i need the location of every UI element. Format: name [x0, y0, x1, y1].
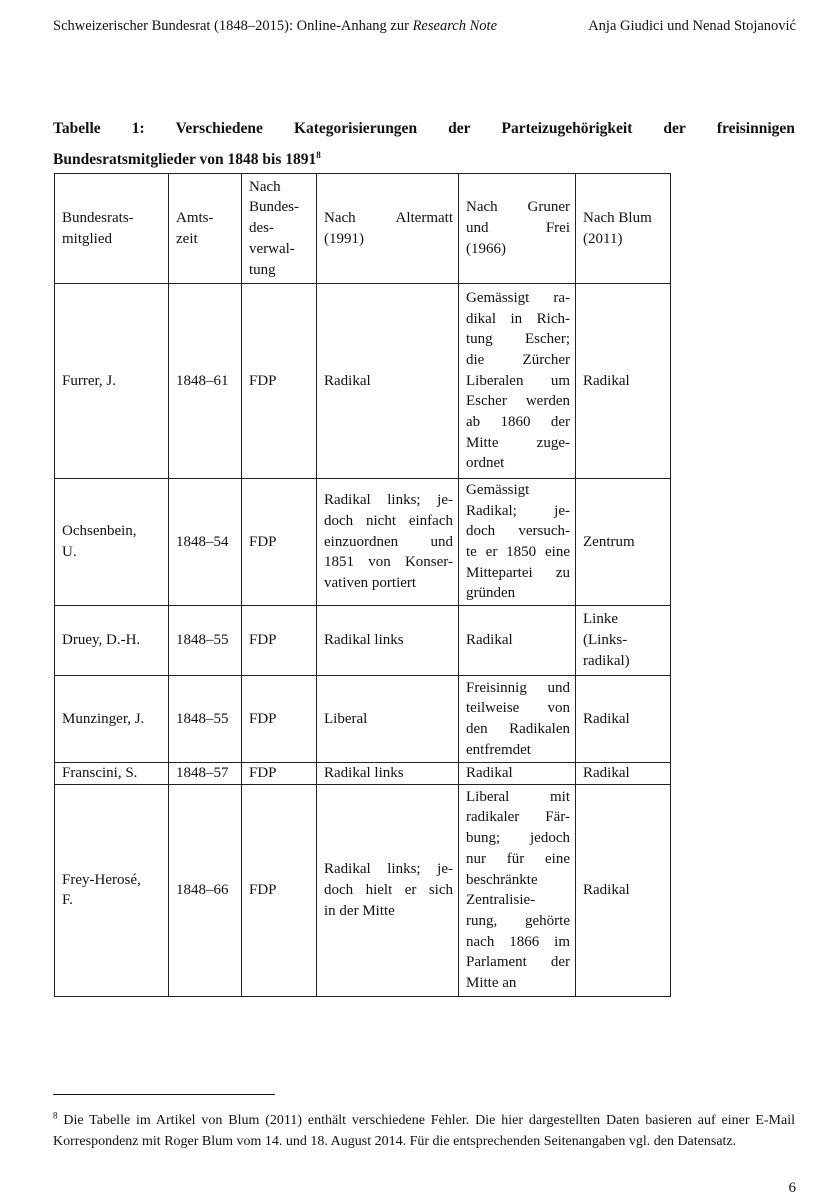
cell-line: Radikal links [324, 765, 404, 781]
cell-altermatt [317, 479, 459, 606]
cell-line: Gemässigt [466, 481, 530, 498]
cell-name [55, 479, 169, 606]
cell-gruner [459, 479, 576, 606]
footnote [53, 1111, 795, 1152]
header-line: Amts- [176, 209, 214, 226]
caption-word: der [663, 120, 686, 137]
cell-line: Zentrum [583, 533, 635, 550]
cell-blum [576, 784, 671, 996]
cell-line: den Radikalen [466, 721, 570, 737]
cell-line: 1851 von Konser- [324, 554, 453, 571]
cell-name [55, 284, 169, 479]
cell-line: Ochsenbein, [62, 523, 137, 540]
cell-line: Radikal [583, 881, 630, 898]
header-line: verwal- [249, 240, 295, 257]
cell-altermatt [317, 763, 459, 785]
header-line: des- [249, 220, 274, 237]
table-row [55, 284, 671, 479]
cell-line: Radikal [466, 632, 513, 649]
header-line: zeit [176, 230, 198, 247]
table-row [55, 479, 671, 606]
header-line: Bundes- [249, 199, 299, 216]
cell-gruner [459, 606, 576, 676]
caption-word: freisinnigen [716, 120, 795, 137]
cell-line: Radikal links [324, 632, 404, 649]
cell-line: Zentralisie- [466, 892, 536, 909]
cell-line: Freisinnig und [466, 679, 570, 696]
table-caption-line-1 [53, 113, 795, 144]
cell-blum [576, 606, 671, 676]
header-cell [317, 174, 459, 284]
cell-line: dikal in Rich- [466, 310, 570, 327]
caption-word: Verschiedene [175, 120, 263, 137]
cell-line: vativen portiert [324, 575, 417, 592]
cell-term: 1848–57 [169, 763, 242, 785]
running-header-authors: Anja Giudici und Nenad Stojanović [588, 18, 796, 34]
running-header-title-text: Schweizerischer Bundesrat (1848–2015): Online-Anhang zur [53, 18, 413, 34]
caption-word: der [448, 120, 471, 137]
cell-line: Munzinger, J. [62, 710, 145, 727]
cell-line: ordnet [466, 455, 505, 472]
cell-term: 1848–55 [169, 676, 242, 763]
cell-line: tung Escher; [466, 331, 570, 348]
cell-line: radikal) [583, 652, 630, 669]
cell-term: 1848–66 [169, 784, 242, 996]
cell-line: Mittepartei zu [466, 564, 570, 581]
table-row [55, 763, 671, 785]
cell-line: doch nicht einfach [324, 512, 453, 529]
caption-word: Parteizugehörigkeit [501, 120, 633, 137]
table-caption-line-2 [53, 144, 795, 175]
header-line: und Frei [466, 220, 570, 237]
cell-line: ab 1860 der [466, 414, 570, 431]
cell-name [55, 606, 169, 676]
table-caption [53, 113, 795, 175]
header-line: (1966) [466, 240, 506, 257]
footnote-marker: 8 [53, 1110, 58, 1121]
caption-word: Tabelle [53, 120, 101, 137]
cell-line: Mitte an [466, 975, 517, 992]
cell-line: die Zürcher [466, 351, 570, 368]
page-number: 6 [788, 1180, 796, 1196]
header-line: tung [249, 261, 276, 278]
cell-line: Furrer, J. [62, 372, 116, 389]
cell-line: F. [62, 892, 73, 909]
caption-word: Kategorisierungen [293, 120, 418, 137]
cell-line: Radikal links; je- [324, 492, 453, 509]
footnote-text: Die Tabelle im Artikel von Blum (2011) enthält verschiedene Fehler. Die hier dargestellten Daten basieren auf einer E-Mail Korrespondenz mit Roger Blum vom 14. und 18. August 2014. Für die entsprechenden Seitenangaben vgl. den Datensatz. [53, 1113, 795, 1149]
cell-line: gründen [466, 585, 516, 602]
cell-line: Gemässigt ra- [466, 289, 570, 306]
cell-line: radikaler Fär- [466, 809, 570, 826]
cell-line: teilweise von [466, 700, 570, 717]
cell-term: 1848–61 [169, 284, 242, 479]
caption-line-2-text: Bundesratsmitglieder von 1848 bis 1891 [53, 151, 317, 168]
cell-line: nur für eine [466, 850, 570, 867]
header-cell [55, 174, 169, 284]
cell-admin: FDP [242, 763, 317, 785]
cell-admin: FDP [242, 479, 317, 606]
cell-line: rung, gehörte [466, 912, 570, 929]
header-cell [459, 174, 576, 284]
table-row [55, 784, 671, 996]
cell-line: Liberal mit [466, 788, 570, 805]
caption-word: 1: [131, 120, 145, 137]
table-header-row [55, 174, 671, 284]
cell-gruner [459, 284, 576, 479]
cell-term: 1848–55 [169, 606, 242, 676]
cell-name [55, 784, 169, 996]
cell-altermatt [317, 606, 459, 676]
cell-blum [576, 676, 671, 763]
cell-gruner [459, 676, 576, 763]
table-row [55, 676, 671, 763]
cell-line: entfremdet [466, 741, 531, 758]
header-line: Nach Blum [583, 209, 652, 226]
cell-altermatt [317, 284, 459, 479]
cell-line: Radikal [324, 372, 371, 389]
cell-altermatt [317, 784, 459, 996]
running-header-title-italic: Research Note [412, 18, 498, 34]
cell-blum [576, 479, 671, 606]
cell-term: 1848–54 [169, 479, 242, 606]
header-cell [576, 174, 671, 284]
header-line: (1991) [324, 230, 364, 247]
cell-name [55, 676, 169, 763]
table-row [55, 606, 671, 676]
cell-gruner [459, 763, 576, 785]
cell-admin: FDP [242, 784, 317, 996]
header-line: Nach Altermatt [324, 209, 453, 226]
cell-line: Radikal [583, 372, 630, 389]
header-line: (2011) [583, 230, 623, 247]
cell-line: nach 1866 im [466, 933, 570, 950]
cell-admin: FDP [242, 606, 317, 676]
cell-gruner [459, 784, 576, 996]
cell-line: Radikal [583, 765, 630, 781]
cell-line: Parlament der [466, 954, 570, 971]
cell-line: Linke [583, 611, 618, 628]
cell-blum [576, 284, 671, 479]
cell-line: Liberalen um [466, 372, 570, 389]
cell-line: Liberal [324, 710, 368, 727]
cell-line: Radikal; je- [466, 502, 570, 519]
header-cell [169, 174, 242, 284]
caption-footnote-ref: 8 [316, 149, 321, 160]
cell-line: doch versuch- [466, 523, 570, 540]
header-cell [242, 174, 317, 284]
cell-line: Radikal [583, 710, 630, 727]
cell-line: in der Mitte [324, 902, 395, 919]
cell-line: Escher werden [466, 393, 570, 410]
header-line: mitglied [62, 230, 112, 247]
cell-line: U. [62, 544, 77, 560]
cell-line: Druey, D.-H. [62, 632, 141, 649]
running-header-title [53, 18, 497, 35]
cell-line: bung; jedoch [466, 830, 570, 847]
cell-line: einzuordnen und [324, 533, 453, 550]
header-line: Nach [249, 178, 281, 195]
header-line: Nach Gruner [466, 199, 570, 216]
cell-altermatt [317, 676, 459, 763]
cell-line: Radikal links; je- [324, 861, 453, 878]
cell-line: Frey-Herosé, [62, 871, 141, 888]
cell-name [55, 763, 169, 785]
cell-line: Radikal [466, 765, 513, 781]
cell-line: Franscini, S. [62, 765, 138, 781]
footnote-separator [53, 1094, 275, 1095]
cell-blum [576, 763, 671, 785]
cell-admin: FDP [242, 284, 317, 479]
cell-line: beschränkte [466, 871, 538, 888]
cell-line: te er 1850 eine [466, 544, 570, 560]
cell-line: Mitte zuge- [466, 434, 570, 451]
party-affiliation-table [54, 173, 671, 997]
cell-line: doch hielt er sich [324, 881, 453, 898]
cell-admin: FDP [242, 676, 317, 763]
cell-line: (Links- [583, 632, 628, 649]
header-line: Bundesrats- [62, 209, 134, 226]
